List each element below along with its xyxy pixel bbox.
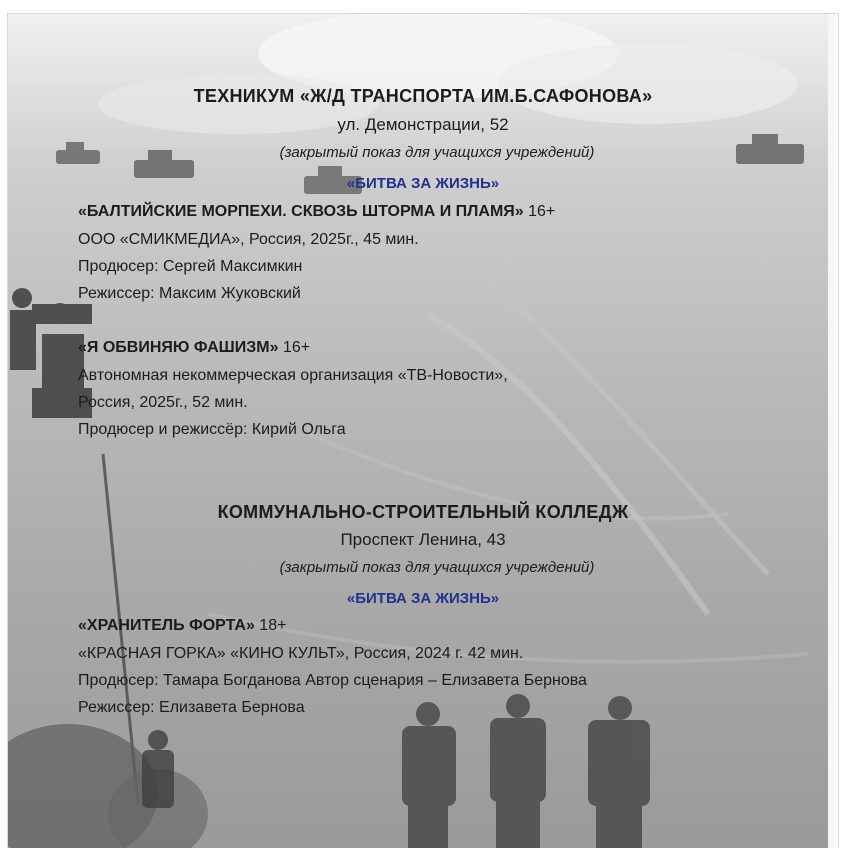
film-info: ООО «СМИКМЕДИА», Россия, 2025г., 45 мин. xyxy=(78,231,419,248)
venue-title: ТЕХНИКУМ «Ж/Д ТРАНСПОРТА ИМ.Б.САФОНОВА» xyxy=(193,86,653,106)
film-title-line xyxy=(78,616,286,636)
film-title: «БАЛТИЙСКИЕ МОРПЕХИ. СКВОЗЬ ШТОРМА И ПЛАМЯ» xyxy=(78,203,524,220)
film-info: Автономная некоммерческая организация «ТВ-Новости», xyxy=(78,367,508,384)
film-title-line xyxy=(78,202,555,222)
film-rating: 16+ xyxy=(523,203,556,220)
text-layer xyxy=(8,14,838,848)
film-info: «КРАСНАЯ ГОРКА» «КИНО КУЛЬТ», Россия, 2024 г. 42 мин. xyxy=(78,645,524,662)
film-rating: 16+ xyxy=(278,339,311,356)
film-director: Режиссер: Елизавета Бернова xyxy=(78,699,305,716)
screening-note: (закрытый показ для учащихся учреждений) xyxy=(279,559,595,576)
film-title: «ХРАНИТЕЛЬ ФОРТА» xyxy=(78,617,255,634)
film-producer: Продюсер и режиссёр: Кирий Ольга xyxy=(78,421,346,438)
film-rating: 18+ xyxy=(254,617,287,634)
film-title-line xyxy=(78,338,310,358)
film-producer: Продюсер: Сергей Максимкин xyxy=(78,258,303,275)
venue-title: КОММУНАЛЬНО-СТРОИТЕЛЬНЫЙ КОЛЛЕДЖ xyxy=(217,502,629,522)
program-title: «БИТВА ЗА ЖИЗНЬ» xyxy=(346,175,500,192)
document-page xyxy=(8,14,838,848)
venue-address: Проспект Ленина, 43 xyxy=(340,530,506,549)
screening-note: (закрытый показ для учащихся учреждений) xyxy=(279,144,595,161)
film-title: «Я ОБВИНЯЮ ФАШИЗМ» xyxy=(78,339,279,356)
film-producer: Продюсер: Тамара Богданова Автор сценария – Елизавета Бернова xyxy=(78,672,587,689)
venue-address: ул. Демонстрации, 52 xyxy=(337,115,509,134)
program-title: «БИТВА ЗА ЖИЗНЬ» xyxy=(346,590,500,607)
film-director: Режиссер: Максим Жуковский xyxy=(78,285,301,302)
film-info: Россия, 2025г., 52 мин. xyxy=(78,394,248,411)
